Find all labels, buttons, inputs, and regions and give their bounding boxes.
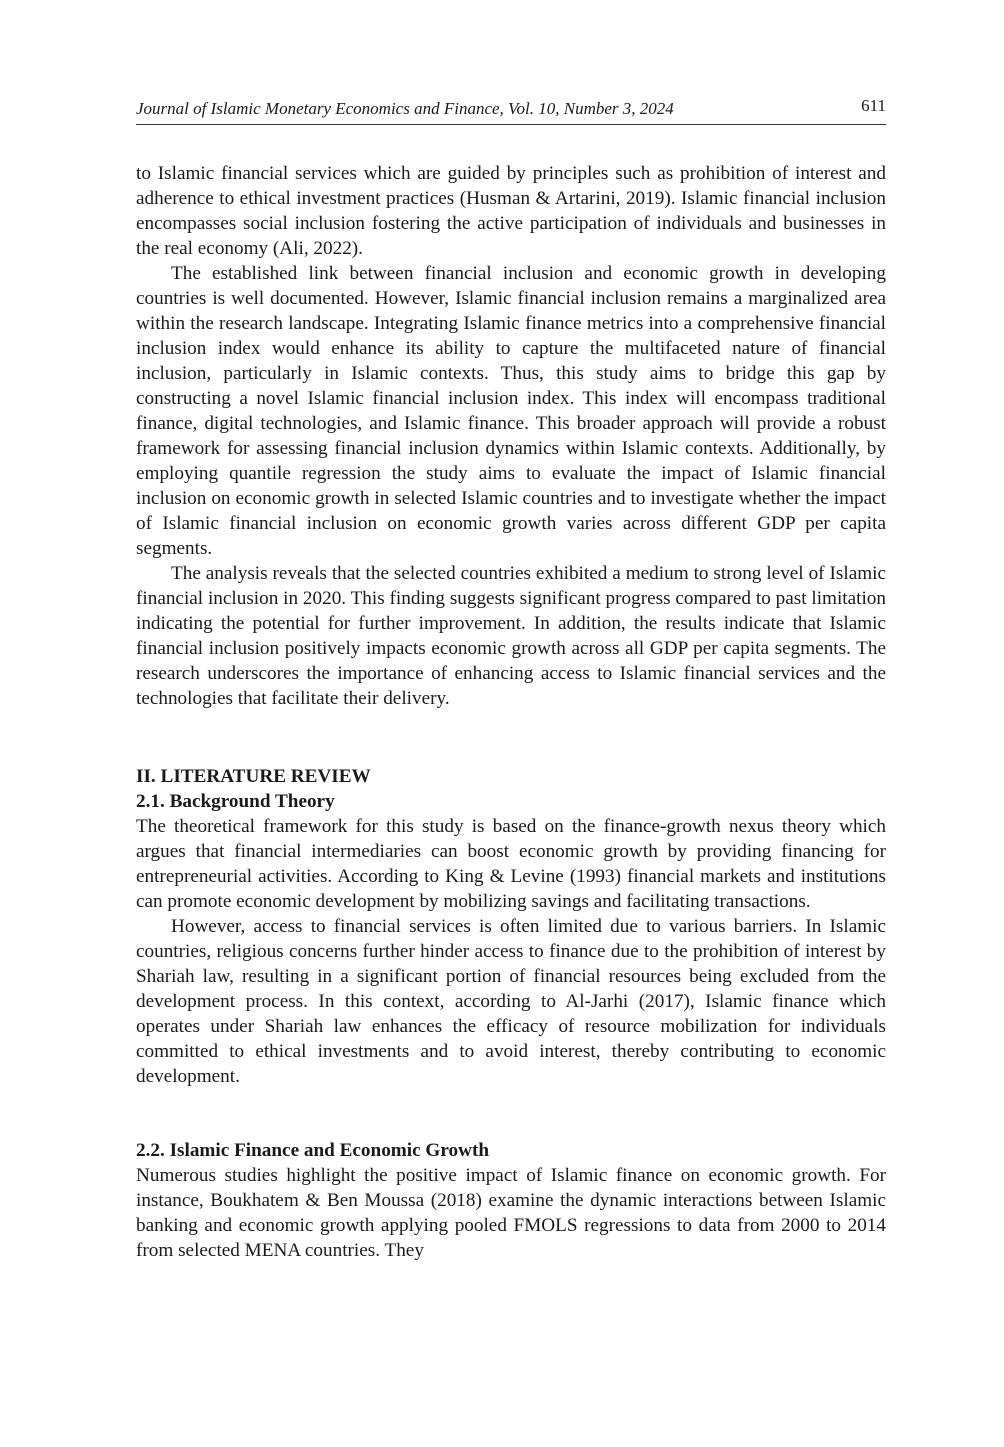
intro-paragraph-3: The analysis reveals that the selected countries exhibited a medium to strong level of Islamic financial inclusion in 2020. This finding suggests significant progress compared to past limitation indicating the potential for further improvement. In addition, the results indicate that Islamic financial inclusion positively impacts economic growth across all GDP per capita segments. The research underscores the importance of enhancing access to Islamic financial services and the technologies that facilitate their delivery. [136, 563, 886, 709]
background-paragraph-2: However, access to financial services is often limited due to various barriers. In Islamic countries, religious concerns further hinder access to finance due to the prohibition of interest by Shariah law, resulting in a significant portion of financial resources being excluded from the development process. In this context, according to Al-Jarhi (2017), Islamic finance which operates under Shariah law enhances the efficacy of resource mobilization for individuals committed to ethical investments and to avoid interest, thereby contributing to economic development. [136, 916, 886, 1087]
intro-paragraph-1: to Islamic financial services which are guided by principles such as prohibition of interest and adherence to ethical investment practices (Husman & Artarini, 2019). Islamic financial inclusion encompasses social inclusion fostering the active participation of individuals and businesses in the real economy (Ali, 2022). [136, 163, 886, 259]
page-number: 611 [861, 96, 886, 115]
background-paragraph-1: The theoretical framework for this study is based on the finance-growth nexus theory which argues that financial intermediaries can boost economic growth by providing financing for entrepreneurial activities. According to King & Levine (1993) financial markets and institutions can promote economic development by mobilizing savings and facilitating transactions. [136, 816, 886, 912]
subsection-heading-islamic-finance-growth: 2.2. Islamic Finance and Economic Growth [136, 1140, 490, 1161]
running-header [136, 94, 886, 125]
body-text [136, 161, 886, 1263]
paper-page [136, 0, 886, 1447]
subsection-heading-background-theory: 2.1. Background Theory [136, 791, 335, 812]
islamic-finance-paragraph-1: Numerous studies highlight the positive impact of Islamic finance on economic growth. For instance, Boukhatem & Ben Moussa (2018) examine the dynamic interactions between Islamic banking and economic growth applying pooled FMOLS regressions to data from 2000 to 2014 from selected MENA countries. They [136, 1165, 886, 1261]
intro-paragraph-2: The established link between financial inclusion and economic growth in developing countries is well documented. However, Islamic financial inclusion remains a marginalized area within the research landscape. Integrating Islamic finance metrics into a comprehensive financial inclusion index would enhance its ability to capture the multifaceted nature of financial inclusion, particularly in Islamic contexts. Thus, this study aims to bridge this gap by constructing a novel Islamic financial inclusion index. This index will encompass traditional finance, digital technologies, and Islamic finance. This broader approach will provide a robust framework for assessing financial inclusion dynamics within Islamic contexts. Additionally, by employing quantile regression the study aims to evaluate the impact of Islamic financial inclusion on economic growth in selected Islamic countries and to investigate whether the impact of Islamic financial inclusion on economic growth varies across different GDP per capita segments. [136, 263, 886, 559]
journal-title: Journal of Islamic Monetary Economics and Finance, Vol. 10, Number 3, 2024 [136, 99, 674, 118]
section-heading-literature-review: II. LITERATURE REVIEW [136, 766, 371, 787]
